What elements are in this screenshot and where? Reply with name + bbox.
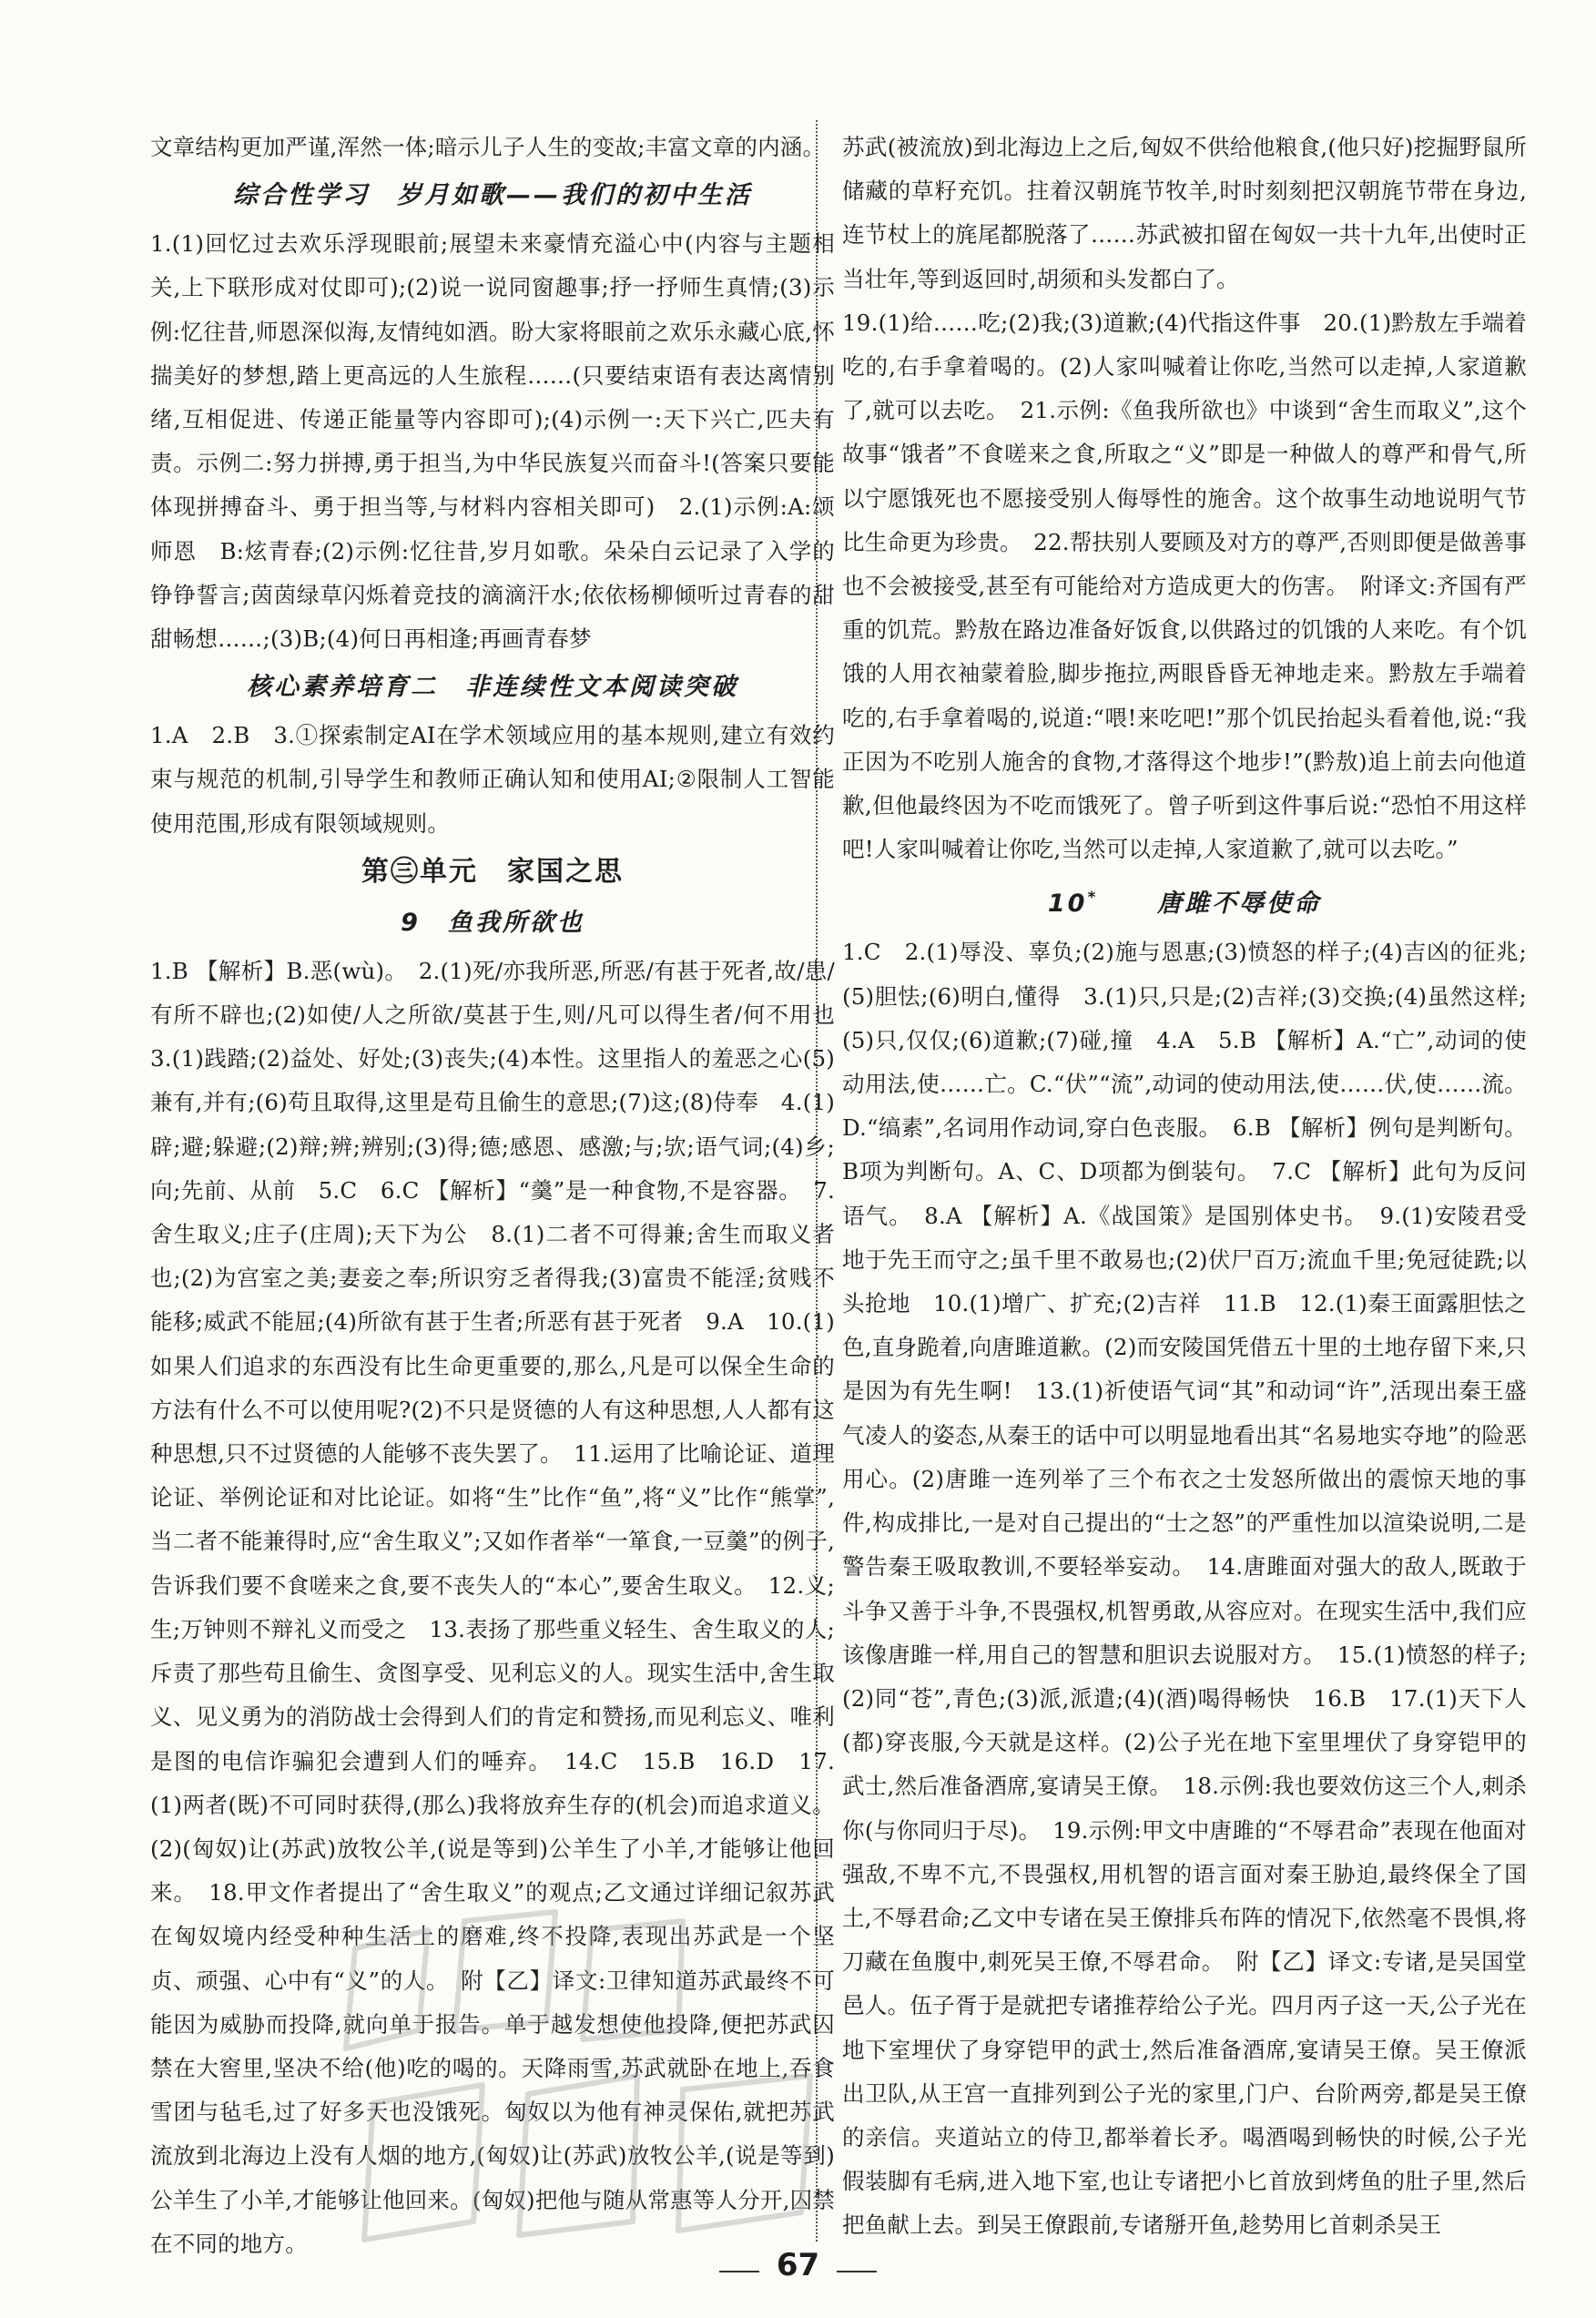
footer-dash [837, 2271, 877, 2272]
footer-dash [719, 2271, 759, 2272]
paragraph: 19.(1)给……吃;(2)我;(3)道歉;(4)代指这件事 20.(1)黔敖左手端着吃的,右手拿着喝的。(2)人家叫喊着让你吃,当然可以走掉,人家道歉了,就可以去吃。 21.示例:《鱼我所欲也》中谈到“舍生而取义”,这个故事“饿者”不食嗟来之食,所取之“义”即是一种做人的尊严和骨气,所以宁愿饿死也不愿接受别人侮辱性的施舍。这个故事生动地说明气节比生命更为珍贵。 22.帮扶别人要顾及对方的尊严,否则即便是做善事也不会被接受,甚至有可能给对方造成更大的伤害。 附译文:齐国有严重的饥荒。黔敖在路边准备好饭食,以供路过的饥饿的人来吃。有个饥饿的人用衣袖蒙着脸,脚步拖拉,两眼昏昏无神地走来。黔敖左手端着吃的,右手拿着喝的,说道:“喂!来吃吧!”那个饥民抬起头看着他,说:“我正因为不吃别人施舍的食物,才落得这个地步!”(黔敖)追上前去向他道歉,但他最终因为不吃而饿死了。曾子听到这件事后说:“恐怕不用这样吧!人家叫喊着让你吃,当然可以走掉,人家道歉了,就可以去吃。” [842, 309, 1527, 863]
page-footer [0, 2247, 1596, 2283]
section-heading: 综合性学习 岁月如歌——我们的初中生活 [233, 181, 752, 210]
lesson-number: 10 [1047, 890, 1088, 919]
page-number: 67 [776, 2247, 820, 2283]
left-column [150, 126, 858, 2266]
unit-heading: 第㊂单元 家国之思 [361, 855, 624, 888]
paragraph: 1.A 2.B 3.①探索制定AI在学术领域应用的基本规则,建立有效约束与规范的机制,引导学生和教师正确认知和使用AI;②限制人工智能使用范围,形成有限领域规则。 [150, 722, 835, 837]
lesson-heading: 9 鱼我所欲也 [401, 908, 585, 937]
right-column [842, 126, 1527, 2248]
paragraph: 1.B 【解析】B.恶(wù)。 2.(1)死/亦我所恶,所恶/有甚于死者,故/患/有所不辟也;(2)如使/人之所欲/莫甚于生,则/凡可以得生者/何不用也 3.(1)践踏;(2)益处、好处;(3)丧失;(4)本性。这里指人的羞恶之心(5)兼有,并有;(6)苟且取得,这里是苟且偷生的意思;(7)这;(8)侍奉 4.(1)辟;避;躲避;(2)辩;辨;辨别;(3)得;德;感恩、感激;与;欤;语气词;(4)乡;向;先前、从前 5.C 6.C 【解析】“羹”是一种食物,不是容器。 7.舍生取义;庄子(庄周);天下为公 8.(1)二者不可得兼;舍生而取义者也;(2)为宫室之美;妻妾之奉;所识穷乏者得我;(3)富贵不能淫;贫贱不能移;威武不能屈;(4)所欲有甚于生者;所恶有甚于死者 9.A 10.(1)如果人们追求的东西没有比生命更重要的,那么,凡是可以保全生命的方法有什么不可以使用呢?(2)不只是贤德的人有这种思想,人人都有这种思想,只不过贤德的人能够不丧失罢了。 11.运用了比喻论证、道理论证、举例论证和对比论证。如将“生”比作“鱼”,将“义”比作“熊掌”,当二者不能兼得时,应“舍生取义”;又如作者举“一箪食,一豆羹”的例子,告诉我们要不食嗟来之食,要不丧失人的“本心”,要舍生取义。 12.义;生;万钟则不辩礼义而受之 13.表扬了那些重义轻生、舍生取义的人;斥责了那些苟且偷生、贪图享受、见利忘义的人。现实生活中,舍生取义、见义勇为的消防战士会得到人们的肯定和赞扬,而见利忘义、唯利是图的电信诈骗犯会遭到人们的唾弃。 14.C 15.B 16.D 17.(1)两者(既)不可同时获得,(那么)我将放弃生存的(机会)而追求道义。(2)(匈奴)让(苏武)放牧公羊,(说是等到)公羊生了小羊,才能够让他回来。 18.甲文作者提出了“舍生取义”的观点;乙文通过详细记叙苏武在匈奴境内经受种种生活上的磨难,终不投降,表现出苏武是一个坚贞、顽强、心中有“义”的人。 附【乙】译文:卫律知道苏武最终不可能因为威胁而投降,就向单于报告。单于越发想使他投降,便把苏武囚禁在大窖里,坚决不给(他)吃的喝的。天降雨雪,苏武就卧在地上,吞食雪团与毡毛,过了好多天也没饿死。匈奴以为他有神灵保佑,就把苏武流放到北海边上没有人烟的地方,(匈奴)让(苏武)放牧公羊,(说是等到)公羊生了小羊,才能够让他回来。(匈奴)把他与随从常惠等人分开,囚禁在不同的地方。 [150, 957, 858, 2257]
paragraph: 1.(1)回忆过去欢乐浮现眼前;展望未来豪情充溢心中(内容与主题相关,上下联形成对仗即可);(2)说一说同窗趣事;抒一抒师生真情;(3)示例:忆往昔,师恩深似海,友情纯如酒。盼大家将眼前之欢乐永藏心底,怀揣美好的梦想,踏上更高远的人生旅程……(只要结束语有表达离情别绪,互相促进、传递正能量等内容即可);(4)示例一:天下兴亡,匹夫有责。示例二:努力拼搏,勇于担当,为中华民族复兴而奋斗!(答案只要能体现拼搏奋斗、勇于担当等,与材料内容相关即可) 2.(1)示例:A:颂师恩 B:炫青春;(2)示例:忆往昔,岁月如歌。朵朵白云记录了入学的铮铮誓言;茵茵绿草闪烁着竞技的滴滴汗水;依依杨柳倾听过青春的甜甜畅想……;(3)B;(4)何日再相逢;再画青春梦 [150, 230, 835, 653]
paragraph: 文章结构更加严谨,浑然一体;暗示儿子人生的变故;丰富文章的内涵。 [150, 134, 826, 160]
lesson-heading [842, 873, 1527, 929]
paragraph: 1.C 2.(1)辱没、辜负;(2)施与恩惠;(3)愤怒的样子;(4)吉凶的征兆;(5)胆怯;(6)明白,懂得 3.(1)只,只是;(2)吉祥;(3)交换;(4)虽然这样;(5)只,仅仅;(6)道歉;(7)碰,撞 4.A 5.B 【解析】A.“亡”,动词的使动用法,使……亡。C.“伏”“流”,动词的使动用法,使……伏,使……流。D.“缟素”,名词用作动词,穿白色丧服。 6.B 【解析】例句是判断句。B项为判断句。A、C、D项都为倒装句。 7.C 【解析】此句为反问语气。 8.A 【解析】A.《战国策》是国别体史书。 9.(1)安陵君受地于先王而守之;虽千里不敢易也;(2)伏尸百万;流血千里;免冠徒跣;以头抢地 10.(1)增广、扩充;(2)吉祥 11.B 12.(1)秦王面露胆怯之色,直身跪着,向唐雎道歉。(2)而安陵国凭借五十里的土地存留下来,只是因为有先生啊! 13.(1)祈使语气词“其”和动词“许”,活现出秦王盛气凌人的姿态,从秦王的话中可以明显地看出其“名易地实夺地”的险恶用心。(2)唐雎一连列举了三个布衣之士发怒所做出的震惊天地的事件,构成排比,一是对自己提出的“士之怒”的严重性加以渲染说明,二是警告秦王吸取教训,不要轻举妄动。 14.唐雎面对强大的敌人,既敢于斗争又善于斗争,不畏强权,机智勇敢,从容应对。在现实生活中,我们应该像唐雎一样,用自己的智慧和胆识去说服对方。 15.(1)愤怒的样子;(2)同“苍”,青色;(3)派,派遣;(4)(酒)喝得畅快 16.B 17.(1)天下人(都)穿丧服,今天就是这样。(2)公子光在地下室里埋伏了身穿铠甲的武士,然后准备酒席,宴请吴王僚。 18.示例:我也要效仿这三个人,刺杀你(与你同归于尽)。 19.示例:甲文中唐雎的“不辱君命”表现在他面对强敌,不卑不亢,不畏强权,用机智的语言面对秦王胁迫,最终保全了国土,不辱君命;乙文中专诸在吴王僚排兵布阵的情况下,依然毫不畏惧,将刀藏在鱼腹中,刺死吴王僚,不辱君命。 附【乙】译文:专诸,是吴国堂邑人。伍子胥于是就把专诸推荐给公子光。四月丙子这一天,公子光在地下室埋伏了身穿铠甲的武士,然后准备酒席,宴请吴王僚。吴王僚派出卫队,从王宫一直排列到公子光的家里,门户、台阶两旁,都是吴王僚的亲信。夹道站立的侍卫,都举着长矛。喝酒喝到畅快的时候,公子光假装脚有毛病,进入地下室,也让专诸把小匕首放到烤鱼的肚子里,然后把鱼献上去。到吴王僚跟前,专诸掰开鱼,趁势用匕首刺杀吴王 [842, 939, 1527, 2239]
optional-mark: * [1087, 889, 1099, 908]
section-heading: 核心素养培育二 非连续性文本阅读突破 [247, 673, 738, 702]
lesson-title: 唐雎不辱使命 [1157, 890, 1322, 919]
paragraph: 苏武(被流放)到北海边上之后,匈奴不供给他粮食,(他只好)挖掘野鼠所储藏的草籽充饥。拄着汉朝旄节牧羊,时时刻刻把汉朝旄节带在身边,连节杖上的旄尾都脱落了……苏武被扣留在匈奴一共十九年,出使时正当壮年,等到返回时,胡须和头发都白了。 [842, 134, 1527, 292]
